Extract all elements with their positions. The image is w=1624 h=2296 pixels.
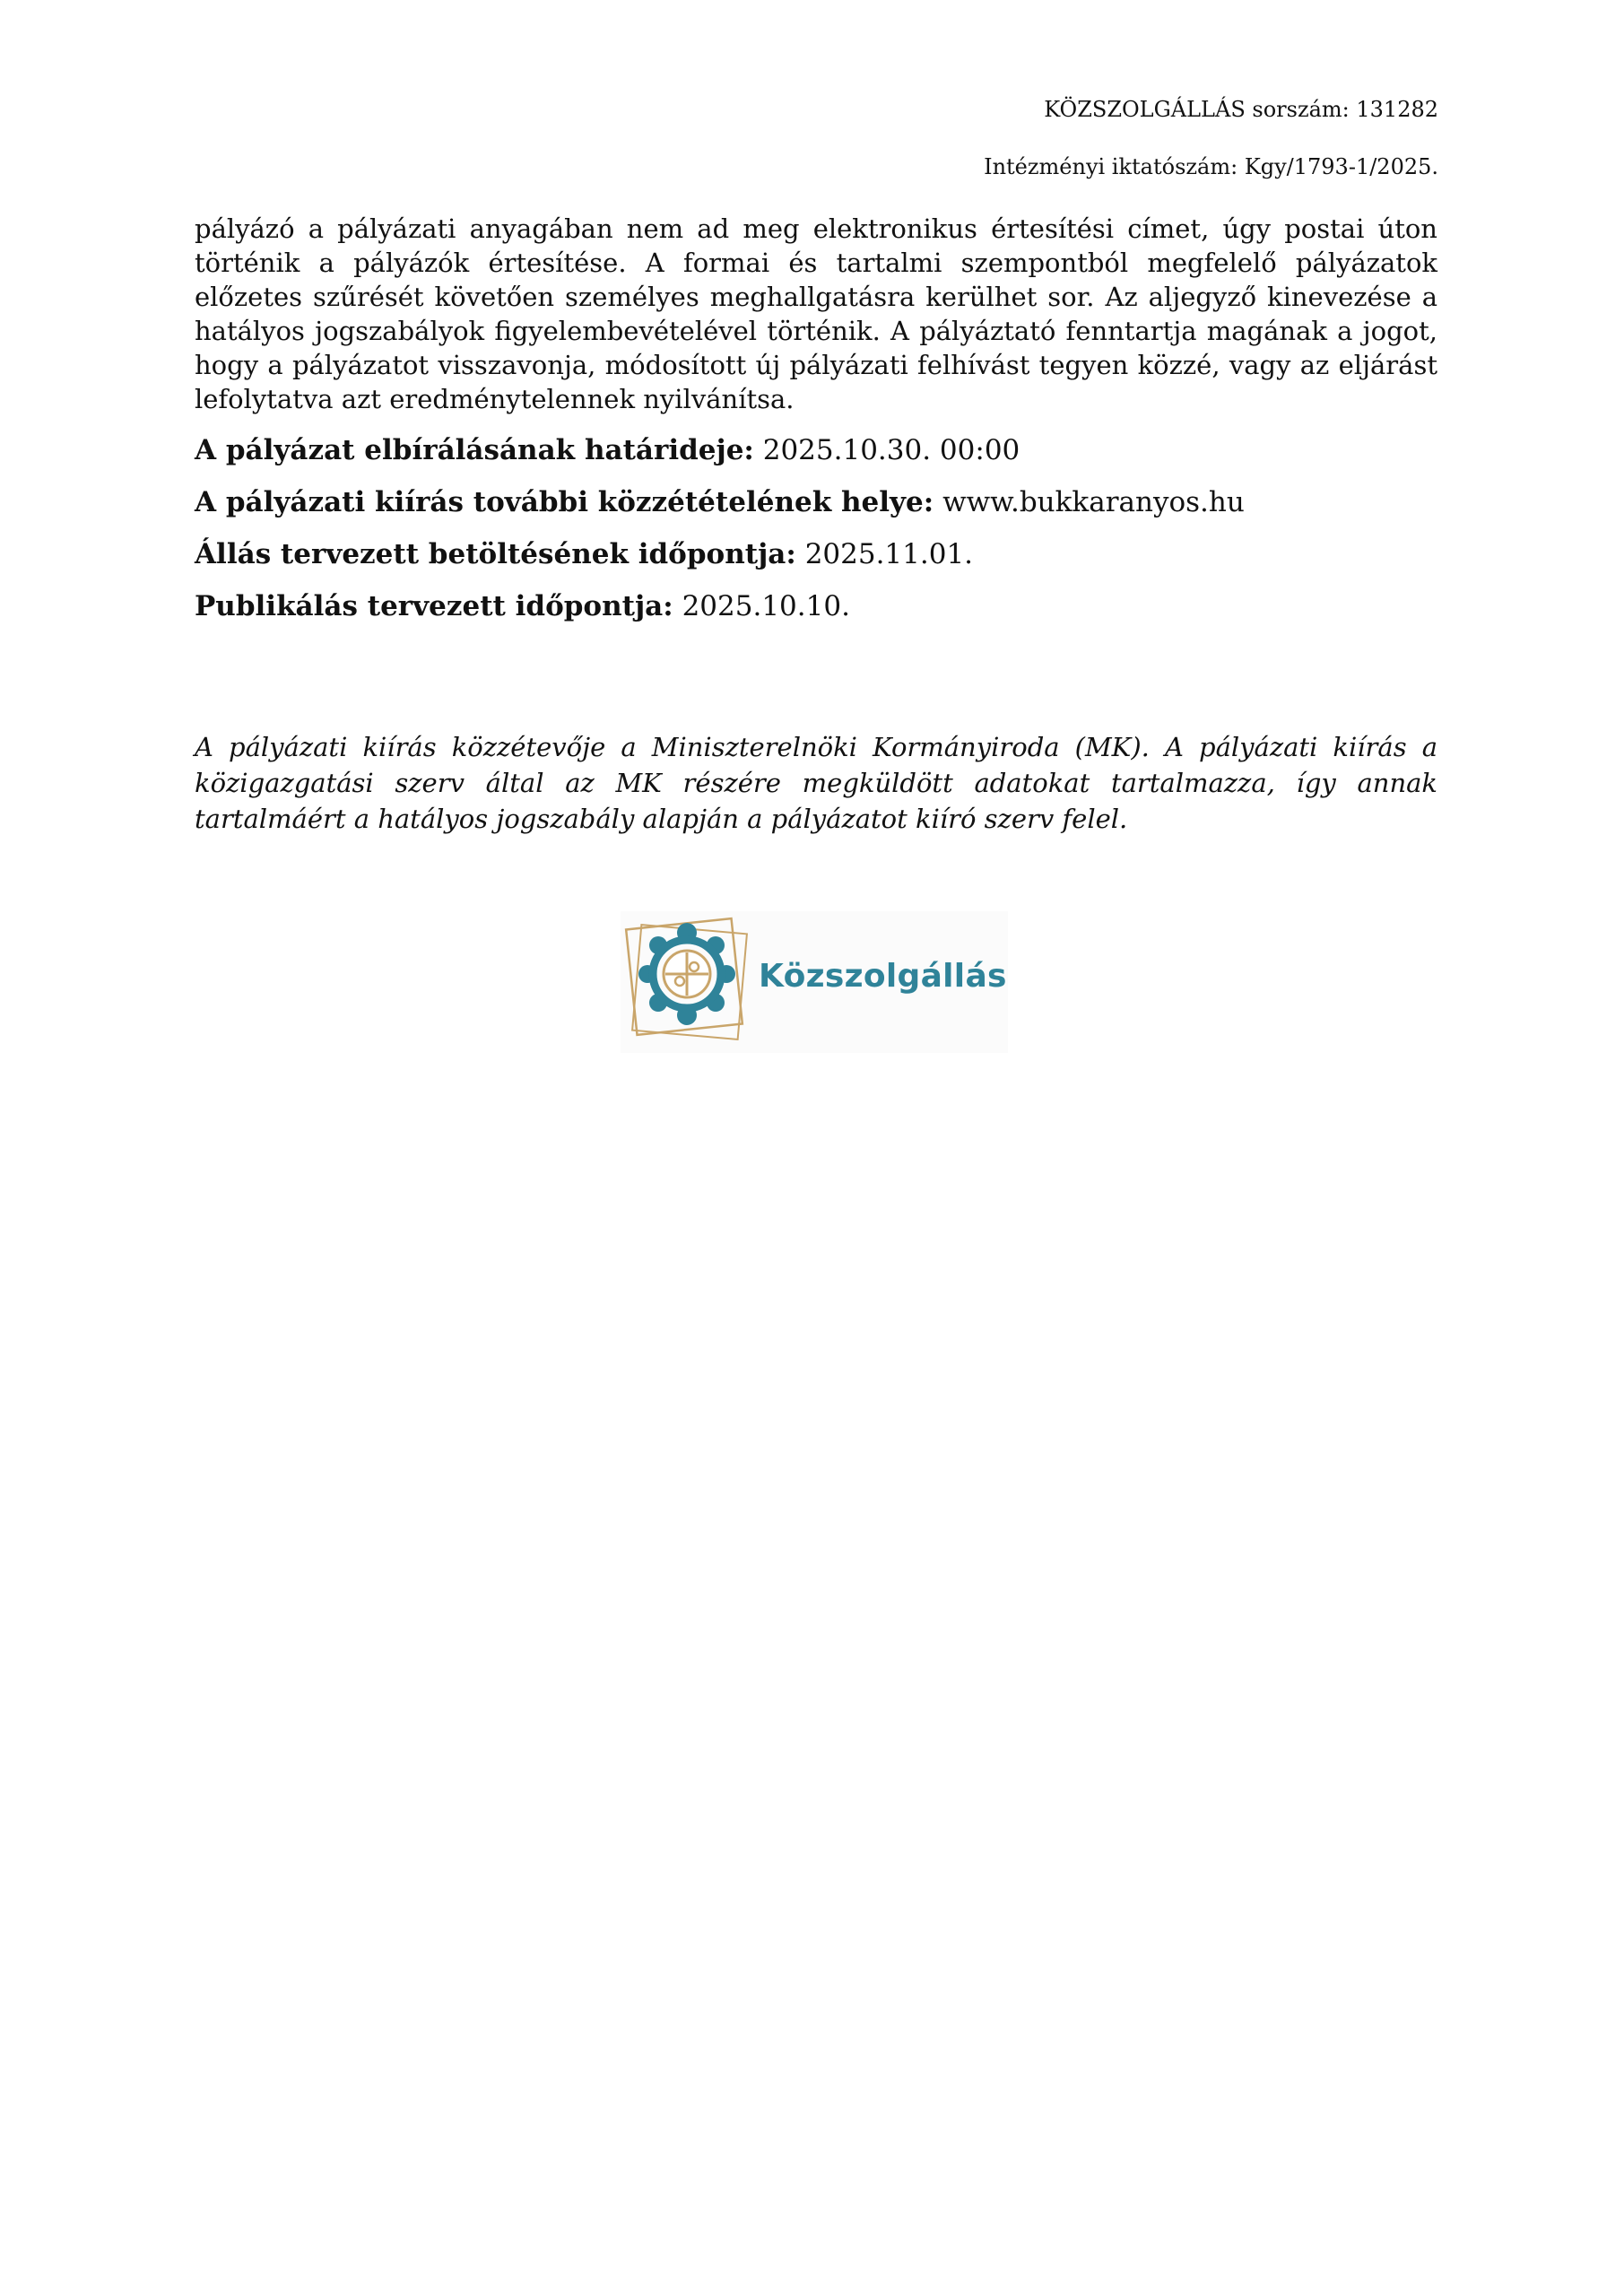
registry-number-line: Intézményi iktatószám: Kgy/1793-1/2025.: [984, 154, 1438, 179]
field-value: 2025.10.30. 00:00: [762, 434, 1020, 466]
field-value: 2025.10.10.: [682, 590, 850, 622]
field-label: Publikálás tervezett időpontja:: [195, 590, 673, 622]
serial-number-line: KÖZSZOLGÁLLÁS sorszám: 131282: [1044, 97, 1438, 122]
field-value: 2025.11.01.: [804, 538, 974, 570]
field-planned-start: [195, 536, 1437, 572]
field-label: A pályázati kiírás további közzétételének helye:: [195, 486, 934, 518]
field-label: A pályázat elbírálásának határideje:: [195, 434, 754, 466]
field-label: Állás tervezett betöltésének időpontja:: [195, 538, 796, 570]
field-value: www.bukkaranyos.hu: [942, 486, 1245, 518]
kozszolgallas-logo-emblem-icon: [621, 911, 755, 1053]
document-body: [195, 212, 1437, 624]
body-paragraph: pályázó a pályázati anyagában nem ad meg elektronikus értesítési címet, úgy postai úton történik a pályázók értesítése. A formai és tartalmi szempontból megfelelő pályázatok előzetes szűrését követően személyes meghallgatásra kerülhet sor. Az aljegyző kinevezése a hatályos jogszabályok figyelembevételével történik. A pályáztató fenntartja magának a jogot, hogy a pályázatot visszavonja, módosított új pályázati felhívást tegyen közzé, vagy az eljárást lefolytatva azt eredménytelennek nyilvánítsa.: [195, 213, 1437, 414]
field-planned-publication: [195, 588, 1437, 624]
kozszolgallas-logo: [621, 911, 1008, 1053]
logo-wordmark: Közszolgállás: [759, 958, 1007, 995]
field-evaluation-deadline: [195, 432, 1437, 468]
field-publication-place: [195, 484, 1437, 520]
publisher-disclaimer: A pályázati kiírás közzétevője a Miniszterelnöki Kormányiroda (MK). A pályázati kiírás a közigazgatási szerv által az MK részére megküldött adatokat tartalmazza, így annak tartalmáért a hatályos jogszabály alapján a pályázatot kiíró szerv felel.: [195, 732, 1437, 834]
